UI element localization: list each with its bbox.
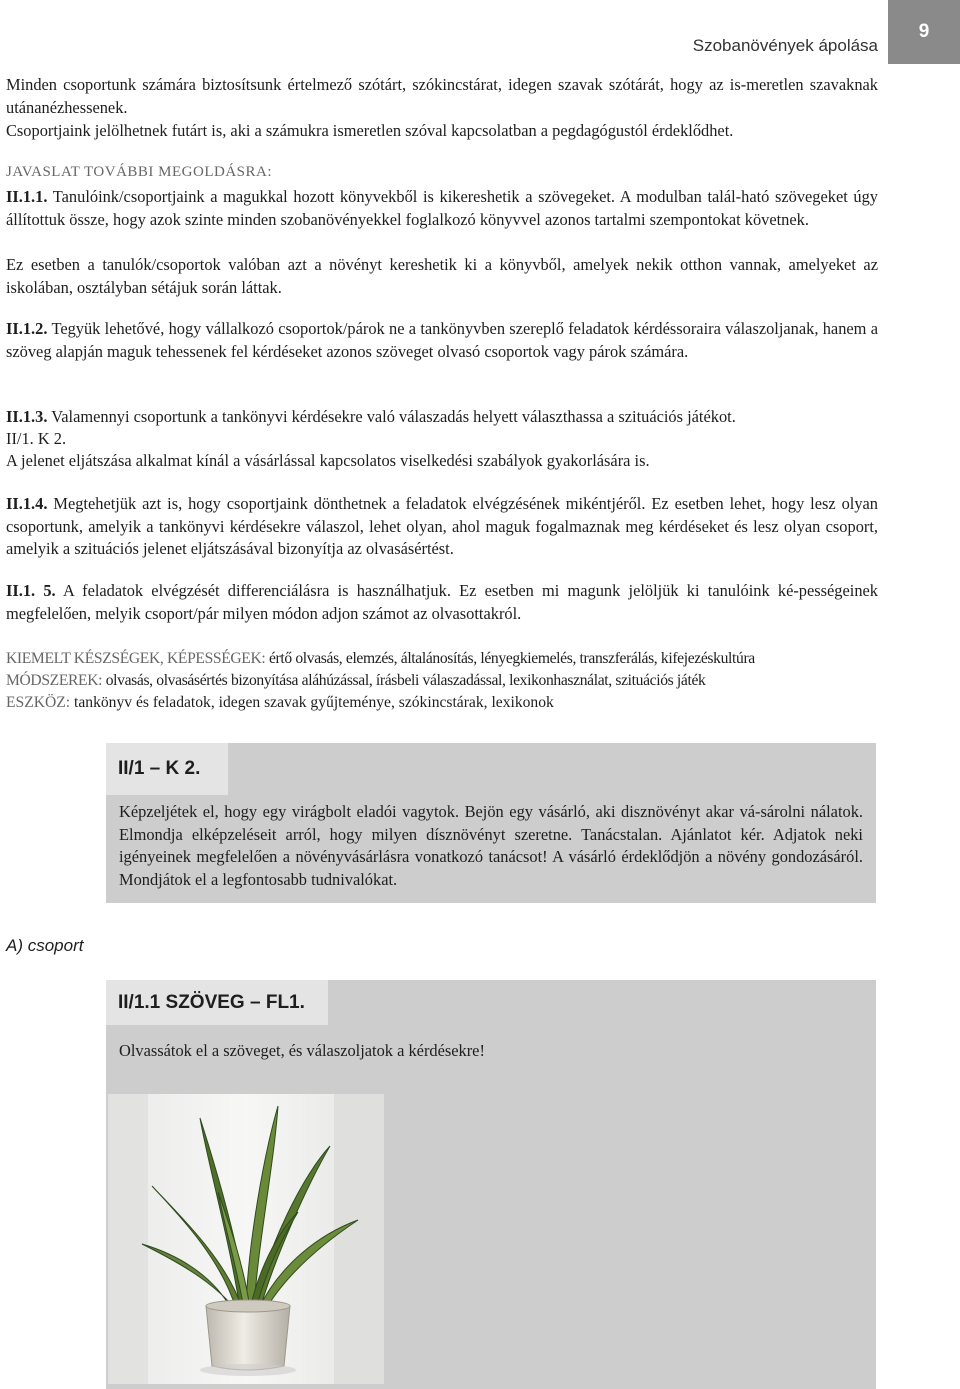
item-number: II.1.2. <box>6 319 48 338</box>
item-1-3 <box>6 406 878 429</box>
snake-plant-photo <box>108 1094 384 1384</box>
page-number-tab <box>888 0 960 64</box>
tools-label: ESZKÖZ: <box>6 694 71 711</box>
task-reference: II/1. K 2. <box>6 429 67 448</box>
item-1-5 <box>6 580 878 625</box>
plant-illustration <box>108 1094 384 1384</box>
reading-instruction: Olvassátok el a szöveget, és válaszoljatok a kérdésekre! <box>119 1041 485 1060</box>
page-number: 9 <box>918 21 930 42</box>
task-box-text: Képzeljétek el, hogy egy virágbolt eladói vagytok. Bejön egy vásárló, aki disznövényt akar vá-sárolni nálatok. Elmondja elképzeléseit arról, hogy milyen dísznövényt szeretne. Tanácstalan. Ajánlatot kér. Adjatok neki igényeinek megfelelően a növényvásárlásra vonatkozó tanácsot! A vásárló érdeklődjön a növény gondozásáról. Mondjátok el a legfontosabb tudnivalókat. <box>119 802 863 889</box>
item-1-1-extra: Ez esetben a tanulók/csoportok valóban azt a növényt kereshetik ki a könyvből, amelyek nekik otthon vannak, amelyeket az iskolában, osztályban sétájuk során láttak. <box>6 255 878 297</box>
item-text: Ez esetben mi magunk jelöljük ki tanulóink ké-pességeinek megfelelően, melyik csoport/pár milyen módon adjon számot az olvasottakról. <box>6 581 879 623</box>
item-1-3-ref <box>6 428 878 451</box>
item-1-2 <box>6 318 878 363</box>
group-label: A) csoport <box>6 936 84 955</box>
reading-box-title: II/1.1 SZÖVEG – FL1. <box>106 980 328 1025</box>
item-lead: Valamennyi csoportunk a tankönyvi kérdésekre való válaszadás helyett választhassa a szituációs játékot. <box>51 407 736 426</box>
running-header: Szobanövények ápolása <box>692 36 878 55</box>
item-1-4 <box>6 493 878 561</box>
intro-paragraph-1: Minden csoportunk számára biztosítsunk értelmező szótárt, szókincstárat, idegen szavak szótárát, hogy az is-meretlen szavaknak utánanézhessenek. <box>6 75 878 117</box>
item-text: Ez esetben lehet, hogy lesz olyan csoportunk, amelyik a tankönyvi kérdésekre válaszol, lehet olyan, ahol maguk fogalmaznak meg kérdéseket és lesz olyan csoport, amelyik a szituációs jelenet eljátszásával bizonyítja az olvasásértést. <box>6 494 878 558</box>
suggestion-heading: JAVASLAT TOVÁBBI MEGOLDÁSRA: <box>6 164 272 180</box>
item-1-3-extra: A jelenet eljátszása alkalmat kínál a vásárlással kapcsolatos viselkedési szabályok gyakorlására is. <box>6 451 650 470</box>
item-number: II.1. 5. <box>6 581 56 600</box>
item-lead: Megtehetjük azt is, hogy csoportjaink dönthetnek a feladatok elvégzésének mikéntjéről. <box>53 494 646 513</box>
item-1-1 <box>6 186 878 231</box>
task-box-title: II/1 – K 2. <box>106 743 228 795</box>
item-number: II.1.3. <box>6 407 48 426</box>
intro-paragraph-2: Csoportjaink jelölhetnek futárt is, aki a számukra ismeretlen szóval kapcsolatban a pegdagógustól érdeklődhet. <box>6 121 734 140</box>
methods-line <box>6 670 878 692</box>
item-lead: Tanulóink/csoportjaink a magukkal hozott könyvekből is kikereshetik a szövegeket. <box>52 187 616 206</box>
skills-line <box>6 648 878 670</box>
skills-value: értő olvasás, elemzés, általánosítás, lényegkiemelés, transzferálás, kifejezéskultúra <box>268 650 755 667</box>
methods-value: olvasás, olvasásértés bizonyítása aláhúzással, írásbeli válaszadással, lexikonhasználat, szituációs játék <box>105 672 706 689</box>
item-number: II.1.1. <box>6 187 48 206</box>
task-box <box>106 743 876 903</box>
methods-label: MÓDSZEREK: <box>6 672 103 689</box>
tools-line <box>6 692 878 714</box>
item-text: A modulban talál-ható szövegeket úgy állítottuk össze, hogy azok szinte minden szobanövényekkel foglalkozó könyvvel azonos tartalmi szempontokat követnek. <box>6 187 878 229</box>
item-lead: Tegyük lehetővé, hogy vállalkozó csoportok/párok ne a tankönyvben szereplő feladatok kérdéssoraira válaszoljanak, hanem a szöveg alapján maguk tehessenek fel kérdéseket azonos szöveget olvasó csoportok vagy párok számára. <box>6 319 878 361</box>
skills-label: KIEMELT KÉSZSÉGEK, KÉPESSÉGEK: <box>6 650 266 667</box>
tools-value: tankönyv és feladatok, idegen szavak gyűjteménye, szókincstárak, lexikonok <box>74 694 554 711</box>
item-number: II.1.4. <box>6 494 48 513</box>
item-lead: A feladatok elvégzését differenciálásra is használhatjuk. <box>62 581 451 600</box>
